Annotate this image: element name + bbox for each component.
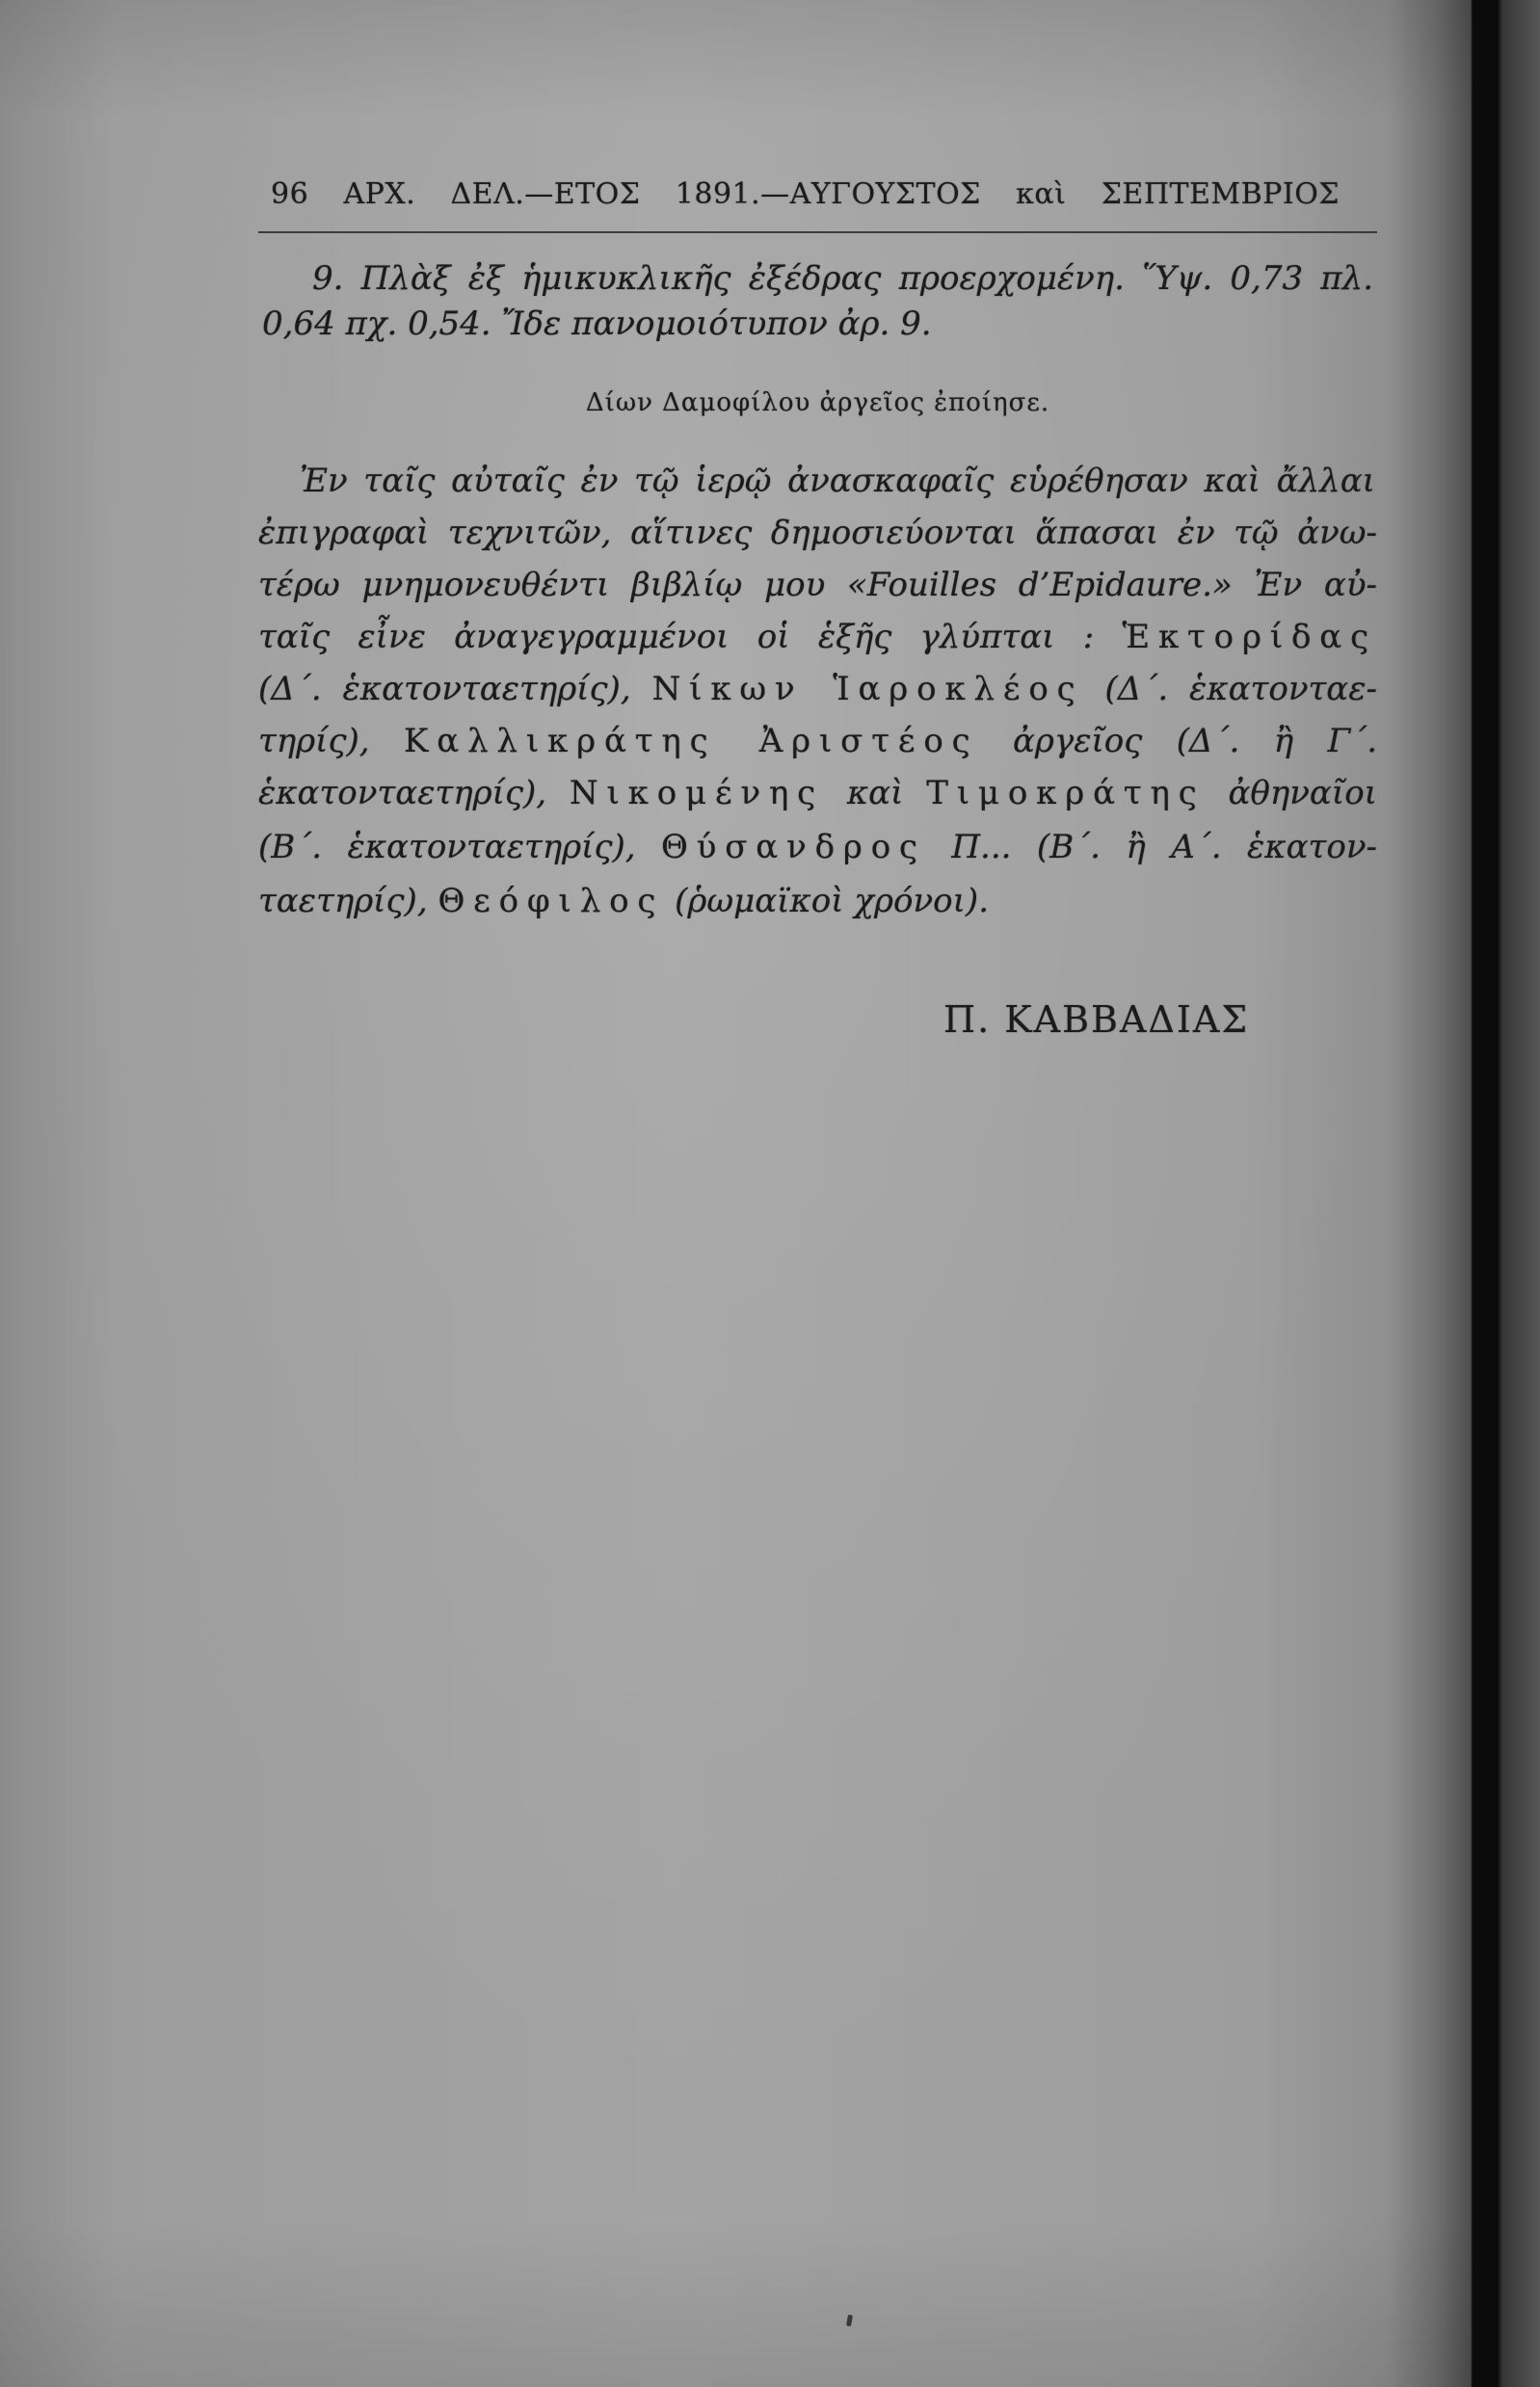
paragraph-line-5	[258, 663, 1377, 715]
paragraph-line-3	[258, 559, 1377, 611]
inscription-text: Δίων Δαμοφίλου ἀργεῖος ἐποίησε.	[585, 388, 1050, 417]
binding-shadow	[1388, 0, 1540, 2387]
line-text: (ῥωμαϊκοὶ χρόνοι).	[664, 882, 990, 920]
sculptor-name: Θύσανδρος	[661, 828, 926, 866]
paragraph-line-8	[258, 821, 1377, 873]
entry-line-1: 9. Πλὰξ ἐξ ἡμικυκλικῆς ἐξέδρας προερχομένη. Ὕψ. 0,73 πλ.	[312, 259, 1373, 298]
line-text: ἑκατονταετηρίς),	[258, 774, 570, 812]
paragraph-line-2: ἐπιγραφαὶ τεχνιτῶν, αἵτινες δημοσιεύονται ἅπασαι ἐν τῷ ἀνω-	[258, 514, 1377, 552]
book-title: «Fouilles d’Epidaure.»	[846, 566, 1233, 604]
line-text: τηρίς),	[258, 722, 405, 760]
line-text: ταῖς εἶνε ἀναγεγραμμένοι οἱ ἑξῆς γλύπται :	[258, 618, 1123, 656]
line-text: (Δ΄. ἑκατονταε-	[1083, 670, 1378, 708]
line-text: Π... (Β΄. ἢ Α΄. ἑκατον-	[925, 828, 1377, 866]
paragraph-line-1: Ἐν ταῖς αὐταῖς ἐν τῷ ἱερῷ ἀνασκαφαῖς εὑρέθησαν καὶ ἄλλαι	[300, 462, 1375, 500]
page-number: 96	[271, 177, 309, 211]
line-text: (Β΄. ἑκατονταετηρίς),	[258, 828, 662, 866]
line-text: Ἐν αὐ-	[1232, 566, 1377, 604]
line-text: καὶ	[824, 774, 927, 812]
sculptor-name: Ἑκτορίδας	[1122, 618, 1377, 656]
paragraph-line-6	[258, 715, 1377, 767]
sculptor-name: Νικομένης	[569, 774, 825, 812]
line-text: (Δ΄. ἑκατονταετηρίς),	[258, 670, 652, 708]
line-text: ταετηρίς),	[258, 882, 438, 920]
running-header	[271, 170, 1340, 220]
line-text: τέρω μνημονευθέντι βιβλίῳ μου	[258, 566, 847, 604]
paper-speck	[846, 2315, 853, 2327]
paragraph-line-9	[258, 875, 1377, 927]
paragraph-line-4	[258, 611, 1377, 663]
sculptor-name: Νίκων Ἱαροκλέος	[651, 670, 1084, 708]
line-text: ἀθηναῖοι	[1205, 774, 1378, 812]
paragraph-line-7	[258, 767, 1377, 819]
sculptor-name: Καλλικράτης Ἀριστέος	[404, 722, 979, 760]
author-signature: Π. ΚΑΒΒΑΔΙΑΣ	[943, 998, 1250, 1041]
entry-line-2: 0,64 πχ. 0,54. Ἴδε πανομοιότυπον ἀρ. 9.	[262, 305, 932, 343]
line-text: ἀργεῖος (Δ΄. ἢ Γ΄.	[978, 722, 1377, 760]
running-title: ΑΡΧ. ΔΕΛ.—ΕΤΟΣ 1891.—ΑΥΓΟΥΣΤΟΣ καὶ ΣΕΠΤΕΜΒΡΙΟΣ	[343, 177, 1340, 211]
sculptor-name: Τιμοκράτης	[926, 774, 1206, 812]
header-rule	[258, 231, 1377, 233]
sculptor-name: Θεόφιλος	[438, 882, 665, 920]
